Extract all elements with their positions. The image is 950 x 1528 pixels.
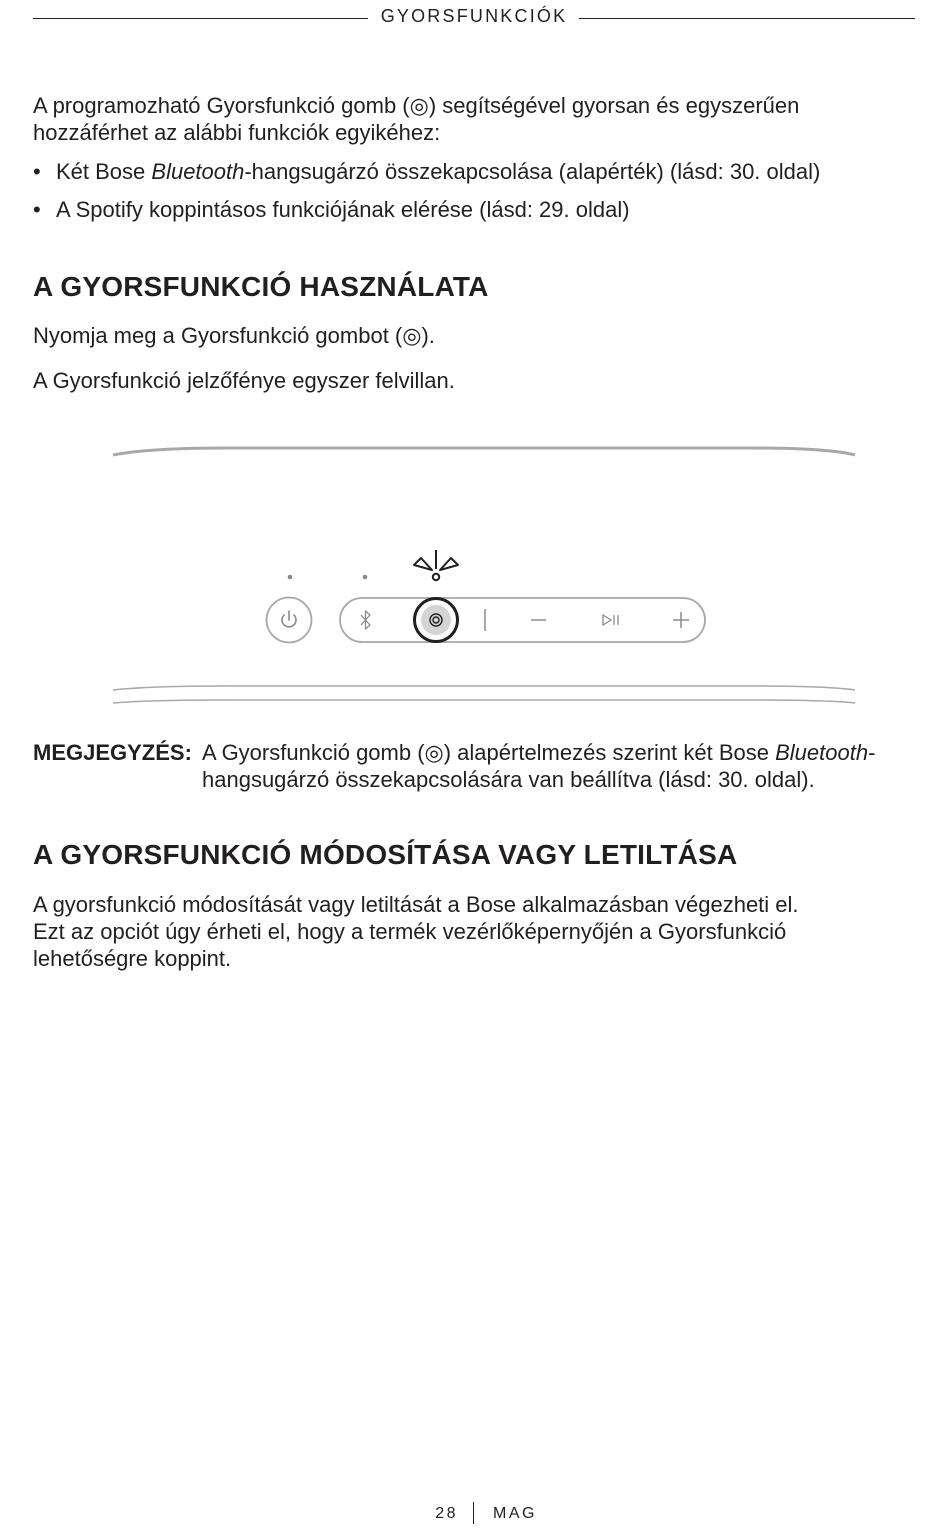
header-rule-right [579,18,915,19]
note-line-1 [202,740,875,765]
bullet-emphasis: Bluetooth [151,159,245,184]
modify-line-2: Ezt az opciót úgy érheti el, hogy a termék vezérlőképernyőjén a Gyorsfunkció [33,919,787,944]
footer-language: MAG [493,1505,537,1522]
bullet-text-end: -hangsugárzó összekapcsolása (alapérték) (lásd: 30. oldal) [244,159,821,184]
bullet-icon: • [33,197,41,222]
note-label: MEGJEGYZÉS: [33,740,192,765]
page-header [33,6,915,32]
shortcut-button[interactable] [415,599,458,642]
speaker-top-panel [108,440,860,710]
note-body [202,739,918,793]
usage-step-2: A Gyorsfunkció jelzőfénye egyszer felvillan. [33,368,455,393]
bullet-icon: • [33,159,41,184]
page-number: 28 [435,1505,458,1522]
control-bar [340,598,705,642]
page-footer [0,1502,950,1528]
note-emphasis: Bluetooth [775,740,869,765]
intro-paragraph [33,92,913,146]
bullet-text: Két Bose [56,159,152,184]
note-line-2: hangsugárzó összekapcsolására van beállítva (lásd: 30. oldal). [202,767,815,792]
note-text: A Gyorsfunkció gomb (◎) alapértelmezés szerint két Bose [202,740,776,765]
power-indicator-light [288,575,293,580]
power-button[interactable] [267,598,312,643]
intro-line-1: A programozható Gyorsfunkció gomb (◎) segítségével gyorsan és egyszerűen [33,93,800,118]
note-hyphen: - [868,740,876,765]
modify-line-1: A gyorsfunkció módosítását vagy letiltását a Bose alkalmazásban végezheti el. [33,892,799,917]
bullet-text: A Spotify koppintásos funkciójának elérése (lásd: 29. oldal) [56,197,630,222]
modify-line-3: lehetőségre koppint. [33,946,232,971]
modify-paragraph [33,891,913,972]
bluetooth-indicator-light [363,575,368,580]
flash-indicator-icon [414,550,458,580]
footer-divider [473,1502,474,1524]
section-heading-modify: A GYORSFUNKCIÓ MÓDOSÍTÁSA VAGY LETILTÁSA [33,839,738,870]
section-heading-usage: A GYORSFUNKCIÓ HASZNÁLATA [33,271,489,302]
header-title: GYORSFUNKCIÓK [380,6,568,26]
speaker-illustration [108,440,860,710]
usage-step-1: Nyomja meg a Gyorsfunkció gombot (◎). [33,323,435,348]
intro-line-2: hozzáférhet az alábbi funkciók egyikéhez: [33,120,441,145]
